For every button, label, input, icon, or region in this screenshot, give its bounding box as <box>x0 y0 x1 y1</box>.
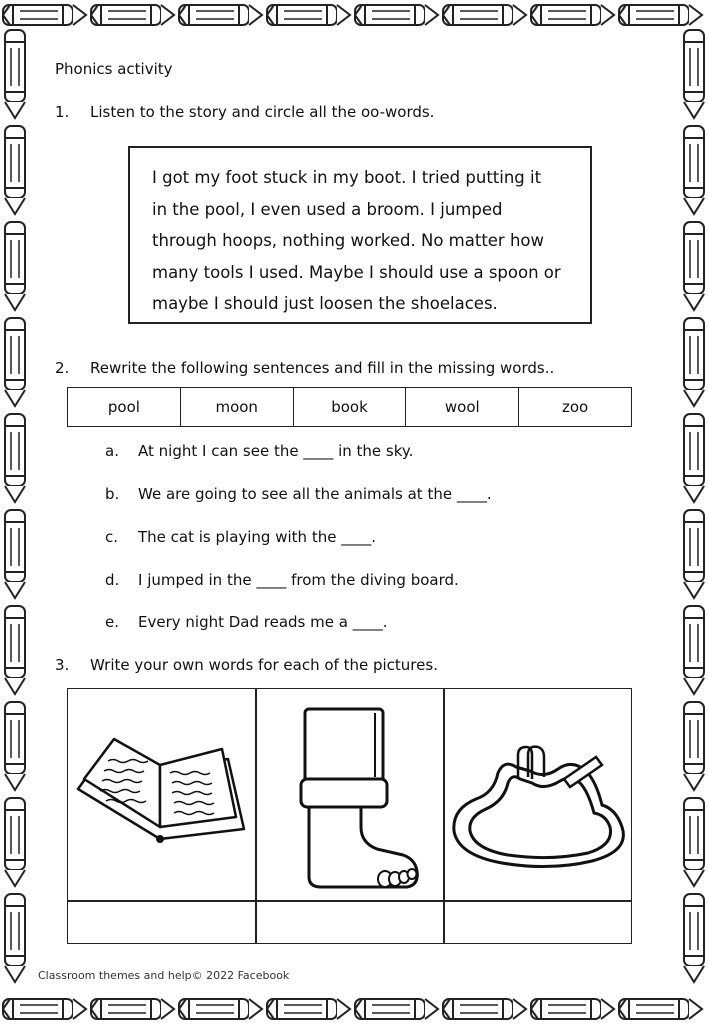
story-line: through hoops, nothing worked. No matter how <box>152 231 545 250</box>
word-bank-cell: moon <box>181 388 294 426</box>
sentence-letter: e. <box>105 613 119 631</box>
sentence-letter: a. <box>105 442 119 460</box>
worksheet-title: Phonics activity <box>55 60 173 78</box>
story-line: in the pool, I even used a broom. I jumped <box>152 199 503 219</box>
word-bank <box>67 387 632 427</box>
word-bank-cell: book <box>294 388 407 426</box>
question-number: 2. <box>55 359 70 377</box>
pencil-border-right <box>679 0 709 1024</box>
word-bank-cell: wool <box>406 388 519 426</box>
sentence-text: The cat is playing with the ____. <box>138 528 376 546</box>
picture-table <box>67 688 632 944</box>
question-number: 1. <box>55 103 70 121</box>
sentence-text: We are going to see all the animals at the ____. <box>138 485 492 503</box>
word-bank-cell: zoo <box>561 398 589 416</box>
story-line: many tools I used. Maybe I should use a spoon or <box>152 262 561 282</box>
question-text: Rewrite the following sentences and fill in the missing words.. <box>90 359 555 377</box>
swimming-pool-icon <box>446 699 632 897</box>
sentence-a <box>105 442 413 460</box>
book-icon <box>68 699 254 897</box>
sentence-b <box>105 485 492 503</box>
footer-credit: Classroom themes and help© 2022 Facebook <box>38 969 290 982</box>
sentence-letter: b. <box>105 485 120 503</box>
sentence-letter: c. <box>105 528 119 546</box>
pencil-border-top <box>0 0 709 30</box>
sentence-c <box>105 528 376 546</box>
sentence-text: At night I can see the ____ in the sky. <box>138 442 414 460</box>
worksheet <box>30 30 679 994</box>
question-number: 3. <box>55 656 70 674</box>
story-line: maybe I should just loosen the shoelaces. <box>152 294 498 313</box>
sentence-e <box>105 613 387 631</box>
foot-in-boot-icon <box>257 699 443 897</box>
word-bank-cell: pool <box>68 388 181 426</box>
pencil-border-bottom <box>0 994 709 1024</box>
question-text: Listen to the story and circle all the oo-words. <box>90 103 435 121</box>
question-text: Write your own words for each of the pictures. <box>90 656 438 674</box>
sentence-d <box>105 571 459 589</box>
sentence-letter: d. <box>105 571 120 589</box>
story-box <box>128 146 592 324</box>
sentence-text: Every night Dad reads me a ____. <box>138 613 388 631</box>
pencil-border-left <box>0 0 30 1024</box>
story-line: I got my foot stuck in my boot. I tried putting it <box>152 168 542 187</box>
sentence-text: I jumped in the ____ from the diving board. <box>138 571 459 589</box>
